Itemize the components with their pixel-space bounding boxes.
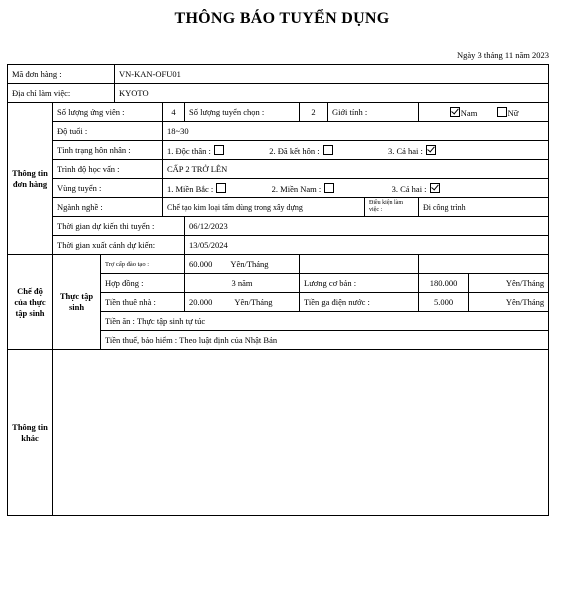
utility-label: Tiền ga điện nước : [300, 293, 419, 312]
address-value: KYOTO [115, 84, 549, 103]
education-row [8, 160, 549, 179]
rent-value: 20.000 [189, 297, 213, 307]
region-opt2-label: 2. Miền Nam : [271, 183, 322, 194]
region-both-checkbox[interactable] [430, 183, 440, 193]
region-label: Vùng tuyển : [53, 179, 163, 198]
region-row [8, 179, 549, 198]
departure-row [8, 236, 549, 255]
salary-unit: Yên/Tháng [469, 274, 549, 293]
marital-opt1-label: 1. Độc thân : [167, 145, 211, 156]
marital-label: Tình trạng hôn nhân : [53, 141, 163, 160]
section-trainee: Thực tập sinh [53, 255, 101, 350]
order-code-row [8, 65, 549, 84]
marital-options [163, 141, 549, 160]
job-label: Ngành nghề : [53, 198, 163, 217]
education-label: Trình độ học vấn : [53, 160, 163, 179]
exam-label: Thời gian dự kiến thi tuyển : [53, 217, 185, 236]
region-opt3-label: 3. Cả hai : [391, 183, 427, 194]
region-opt1-label: 1. Miền Bắc : [167, 183, 214, 194]
order-code-label: Mã đơn hàng : [8, 65, 115, 84]
rent-amount [185, 293, 300, 312]
section-order-info: Thông tin đơn hàng [8, 103, 53, 255]
exam-value: 06/12/2023 [185, 217, 549, 236]
gender-female-label: Nữ [507, 107, 519, 118]
empty-cell [419, 255, 549, 274]
job-value: Chế tạo kim loại tấm dùng trong xây dựng [163, 198, 365, 217]
marital-both-checkbox[interactable] [426, 145, 436, 155]
education-value: CẤP 2 TRỞ LÊN [163, 160, 549, 179]
marital-married-checkbox[interactable] [323, 145, 333, 155]
departure-value: 13/05/2024 [185, 236, 549, 255]
document-date: Ngày 3 tháng 11 năm 2023 [457, 50, 549, 60]
gender-female-checkbox[interactable] [497, 107, 507, 117]
region-south-checkbox[interactable] [324, 183, 334, 193]
marital-row [8, 141, 549, 160]
gender-label: Giới tính : [328, 103, 419, 122]
training-allowance-amount [185, 255, 300, 274]
selected-value: 2 [300, 103, 328, 122]
candidates-row [8, 103, 549, 122]
page-title: THÔNG BÁO TUYỂN DỤNG [174, 10, 390, 27]
empty-cell [300, 255, 419, 274]
recruitment-form [7, 64, 549, 516]
meals-text: Tiền ăn : Thực tập sinh tự túc [101, 312, 549, 331]
marital-opt3-label: 3. Cả hai : [387, 145, 423, 156]
contract-label: Hợp đồng : [101, 274, 185, 293]
gender-male-label: Nam [460, 107, 478, 118]
contract-value: 3 năm [185, 274, 300, 293]
section-regime: Chế độ của thực tập sinh [8, 255, 53, 350]
marital-single-checkbox[interactable] [214, 145, 224, 155]
gender-options [419, 103, 549, 122]
departure-label: Thời gian xuất cảnh dự kiến: [53, 236, 185, 255]
address-row [8, 84, 549, 103]
other-info-row [8, 350, 549, 516]
work-condition-label: Điều kiện làm việc : [365, 198, 419, 217]
training-allowance-value: 60.000 [189, 259, 213, 269]
selected-label: Số lượng tuyển chọn : [185, 103, 300, 122]
age-value: 18~30 [163, 122, 549, 141]
gender-male-checkbox[interactable] [450, 107, 460, 117]
training-allowance-unit: Yên/Tháng [230, 259, 269, 269]
exam-row [8, 217, 549, 236]
age-label: Độ tuổi : [53, 122, 163, 141]
region-options [163, 179, 549, 198]
rent-label: Tiền thuê nhà : [101, 293, 185, 312]
tax-text: Tiền thuế, bảo hiểm : Theo luật định của Nhật Bản [101, 331, 549, 350]
address-label: Địa chỉ làm việc: [8, 84, 115, 103]
other-info-content [53, 350, 549, 516]
candidates-label: Số lượng ứng viên : [53, 103, 163, 122]
training-allowance-label: Trợ cấp đào tạo : [101, 255, 185, 274]
rent-unit: Yên/Tháng [234, 297, 273, 307]
salary-value: 180.000 [419, 274, 469, 293]
utility-unit: Yên/Tháng [469, 293, 549, 312]
age-row [8, 122, 549, 141]
order-code-value: VN-KAN-OFU01 [115, 65, 549, 84]
section-other: Thông tin khác [8, 350, 53, 516]
marital-opt2-label: 2. Đã kết hôn : [269, 145, 320, 156]
region-north-checkbox[interactable] [216, 183, 226, 193]
training-allowance-row [8, 255, 549, 274]
work-condition-value: Đi công trình [419, 198, 549, 217]
utility-value: 5.000 [419, 293, 469, 312]
salary-label: Lương cơ bản : [300, 274, 419, 293]
candidates-value: 4 [163, 103, 185, 122]
job-row [8, 198, 549, 217]
